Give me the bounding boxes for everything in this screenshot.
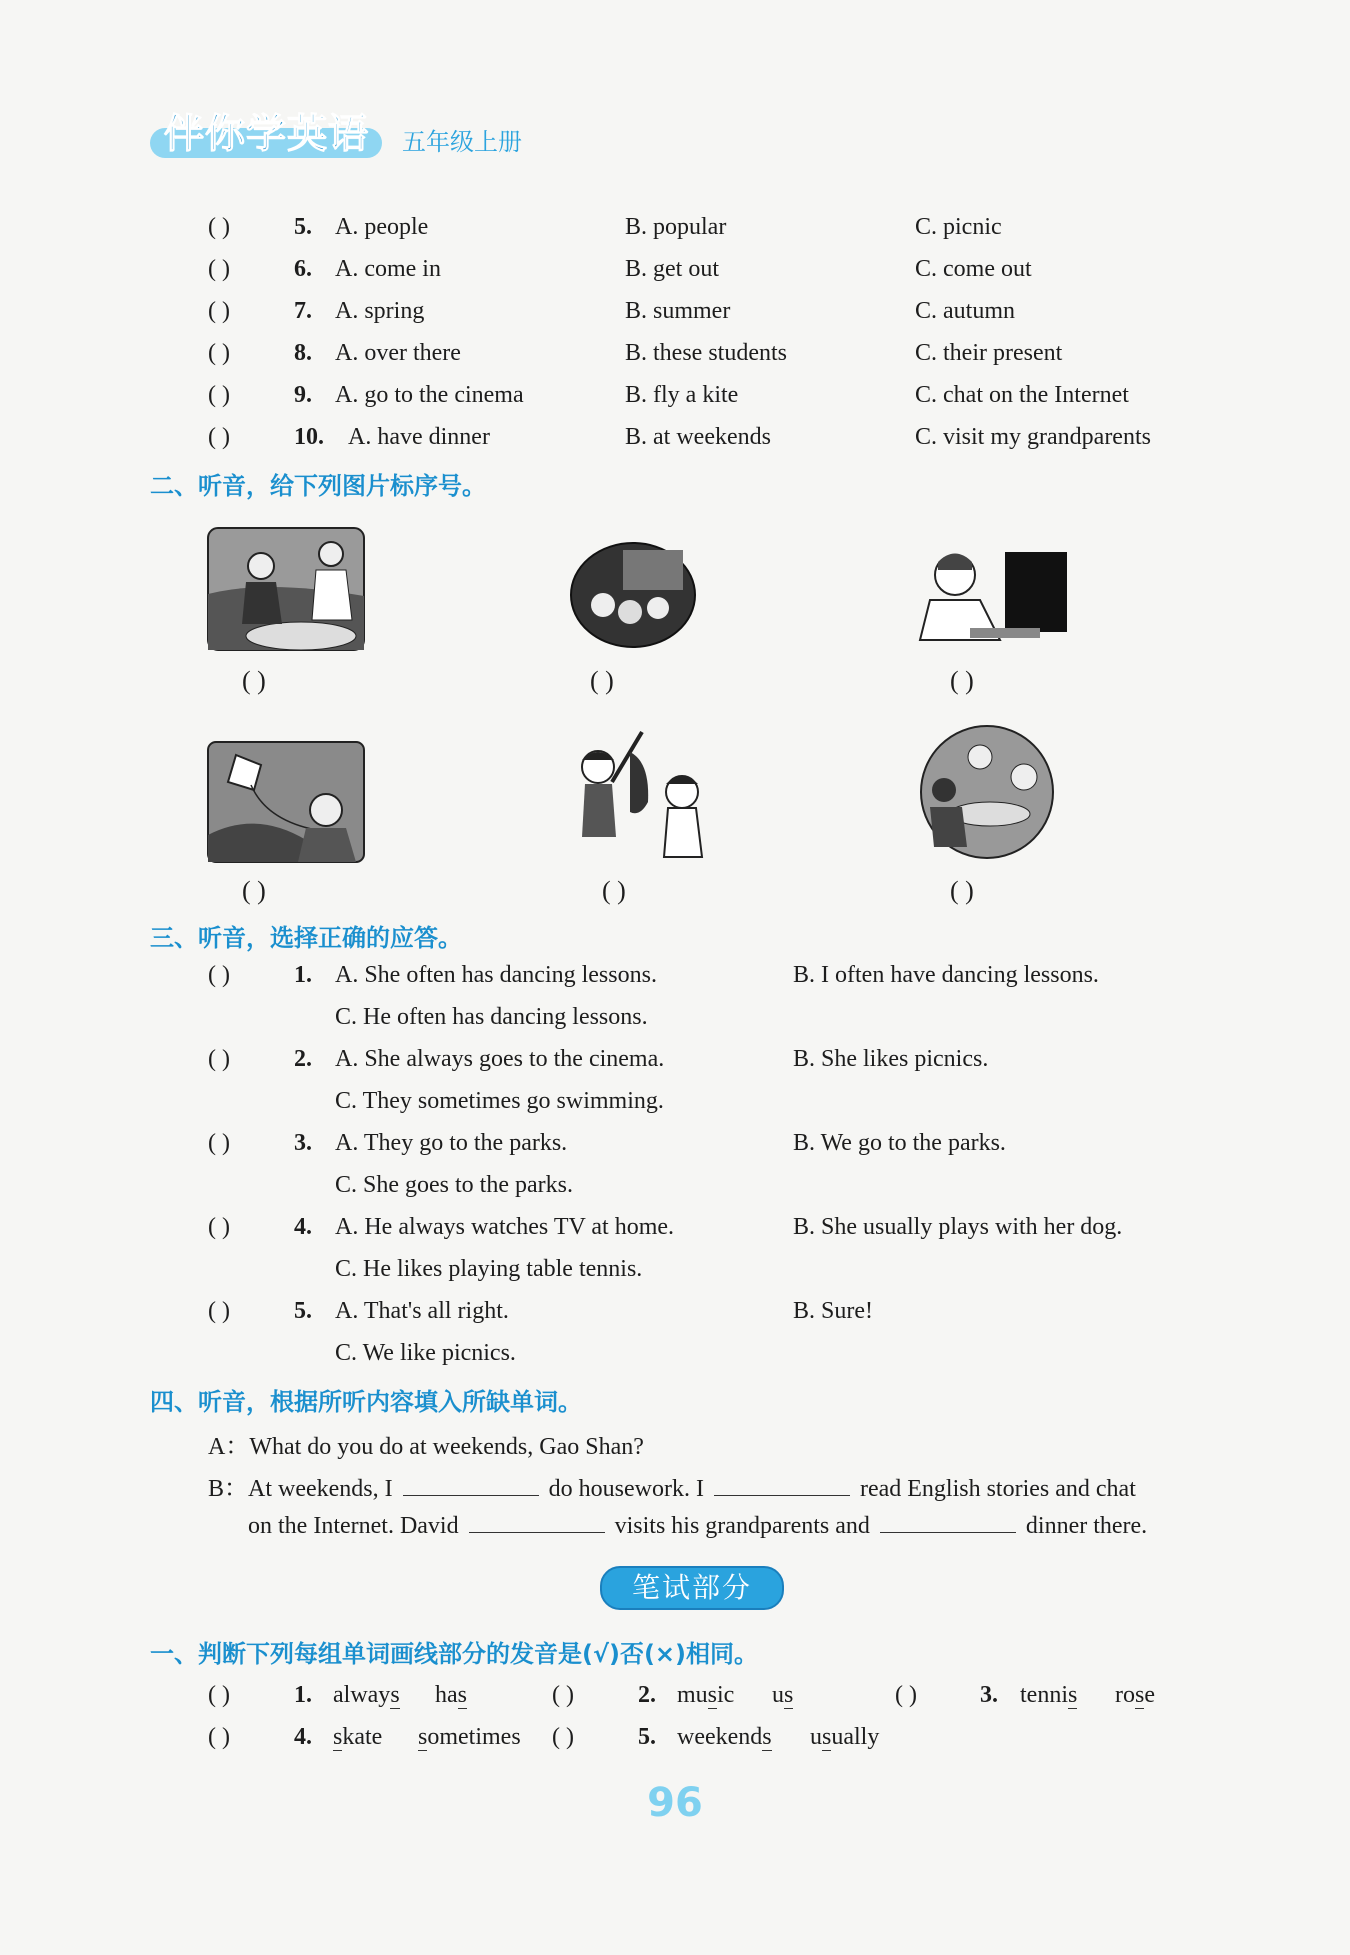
section-title: 三、听音，选择正确的应答。 <box>150 924 462 952</box>
option-c: C. picnic <box>915 214 1002 240</box>
option-c: C. autumn <box>915 298 1015 324</box>
question-number: 10. <box>294 424 324 450</box>
option-a: A. That's all right. <box>335 1298 509 1324</box>
option-b: B. We go to the parks. <box>793 1130 1006 1156</box>
picture-answer-blank[interactable]: ( ) <box>950 666 974 695</box>
option-b: B. She usually plays with her dog. <box>793 1214 1123 1240</box>
fill-blank-4[interactable] <box>880 1510 1016 1533</box>
option-c: C. They sometimes go swimming. <box>335 1088 664 1114</box>
dialogue-line-b2 <box>248 1510 1147 1540</box>
picture-answer-blank[interactable]: ( ) <box>242 666 266 695</box>
section-title: 一、判断下列每组单词画线部分的发音是(√)否(×)相同。 <box>150 1640 758 1668</box>
answer-blank[interactable]: ( ) <box>208 298 230 324</box>
word-2: sometimes <box>418 1724 521 1750</box>
kite-picture <box>206 740 366 865</box>
dialogue-line-a: A：What do you do at weekends, Gao Shan? <box>208 1434 644 1460</box>
question-number: 9. <box>294 382 312 408</box>
page-number: 96 <box>647 1780 703 1826</box>
word-2: us <box>772 1682 794 1708</box>
answer-blank[interactable]: ( ) <box>208 214 230 240</box>
question-number: 1. <box>294 962 312 988</box>
option-c: C. He often has dancing lessons. <box>335 1004 648 1030</box>
question-number: 7. <box>294 298 312 324</box>
answer-blank[interactable]: ( ) <box>208 424 230 450</box>
option-a: A. spring <box>335 298 425 324</box>
answer-blank[interactable]: ( ) <box>895 1682 917 1708</box>
dialogue-text: read English stories and chat <box>859 1476 1136 1502</box>
dialogue-text: on the Internet. David <box>248 1513 459 1539</box>
written-part-badge: 笔试部分 <box>600 1566 784 1610</box>
word-1: skate <box>333 1724 383 1750</box>
answer-blank[interactable]: ( ) <box>208 962 230 988</box>
question-number: 5. <box>294 1298 312 1324</box>
picnic-picture <box>206 524 366 654</box>
word-1: weekends <box>677 1724 772 1750</box>
option-b: B. fly a kite <box>625 382 739 408</box>
question-number: 3. <box>294 1130 312 1156</box>
answer-blank[interactable]: ( ) <box>208 340 230 366</box>
word-1: music <box>677 1682 735 1708</box>
book-title: 伴你学英语 <box>164 111 369 157</box>
answer-blank[interactable]: ( ) <box>208 1682 230 1708</box>
answer-blank[interactable]: ( ) <box>208 1214 230 1240</box>
answer-blank[interactable]: ( ) <box>208 1046 230 1072</box>
answer-blank[interactable]: ( ) <box>208 1724 230 1750</box>
cinema-picture <box>568 540 698 650</box>
option-b: B. at weekends <box>625 424 771 450</box>
book-header <box>150 104 522 166</box>
answer-blank[interactable]: ( ) <box>208 256 230 282</box>
word-2: has <box>435 1682 467 1708</box>
option-a: A. over there <box>335 340 461 366</box>
option-c: C. She goes to the parks. <box>335 1172 573 1198</box>
option-b: B. get out <box>625 256 719 282</box>
question-number: 2. <box>638 1682 656 1708</box>
dialogue-line-b1 <box>208 1468 1136 1503</box>
section-title: 四、听音，根据所听内容填入所缺单词。 <box>150 1388 582 1416</box>
dialogue-text: visits his grandparents and <box>614 1513 870 1539</box>
answer-blank[interactable]: ( ) <box>208 1130 230 1156</box>
word-2: rose <box>1115 1682 1155 1708</box>
question-number: 8. <box>294 340 312 366</box>
option-b: B. Sure! <box>793 1298 873 1324</box>
fill-blank-1[interactable] <box>403 1473 539 1496</box>
option-b: B. I often have dancing lessons. <box>793 962 1099 988</box>
answer-blank[interactable]: ( ) <box>552 1724 574 1750</box>
question-number: 2. <box>294 1046 312 1072</box>
picture-answer-blank[interactable]: ( ) <box>602 876 626 905</box>
answer-blank[interactable]: ( ) <box>208 1298 230 1324</box>
book-subtitle: 五年级上册 <box>402 128 522 156</box>
answer-blank[interactable]: ( ) <box>552 1682 574 1708</box>
question-number: 5. <box>638 1724 656 1750</box>
dialogue-text: dinner there. <box>1025 1513 1148 1539</box>
option-c: C. visit my grandparents <box>915 424 1151 450</box>
word-2: usually <box>810 1724 880 1750</box>
computer-boy-picture <box>910 540 1070 655</box>
option-b: B. these students <box>625 340 787 366</box>
word-1: tennis <box>1020 1682 1078 1708</box>
family-dinner-picture <box>912 722 1062 862</box>
option-a: A. He always watches TV at home. <box>335 1214 675 1240</box>
question-number: 6. <box>294 256 312 282</box>
picture-answer-blank[interactable]: ( ) <box>242 876 266 905</box>
option-c: C. come out <box>915 256 1032 282</box>
fill-blank-3[interactable] <box>469 1510 605 1533</box>
question-number: 5. <box>294 214 312 240</box>
word-1: always <box>333 1682 400 1708</box>
option-b: B. popular <box>625 214 727 240</box>
option-c: C. their present <box>915 340 1063 366</box>
option-a: A. come in <box>335 256 441 282</box>
picture-answer-blank[interactable]: ( ) <box>590 666 614 695</box>
girls-with-cat-picture <box>560 722 720 862</box>
question-number: 4. <box>294 1214 312 1240</box>
section-title: 二、听音，给下列图片标序号。 <box>150 472 486 500</box>
question-number: 4. <box>294 1724 312 1750</box>
option-c: C. chat on the Internet <box>915 382 1129 408</box>
question-number: 1. <box>294 1682 312 1708</box>
option-a: A. people <box>335 214 429 240</box>
option-c: C. We like picnics. <box>335 1340 516 1366</box>
dialogue-text: do housework. I <box>548 1476 704 1502</box>
option-a: A. They go to the parks. <box>335 1130 568 1156</box>
picture-answer-blank[interactable]: ( ) <box>950 876 974 905</box>
option-a: A. She always goes to the cinema. <box>335 1046 665 1072</box>
fill-blank-2[interactable] <box>714 1473 850 1496</box>
question-number: 3. <box>980 1682 998 1708</box>
option-a: A. have dinner <box>348 424 490 450</box>
option-c: C. He likes playing table tennis. <box>335 1256 643 1282</box>
answer-blank[interactable]: ( ) <box>208 382 230 408</box>
option-b: B. She likes picnics. <box>793 1046 989 1072</box>
option-a: A. go to the cinema <box>335 382 524 408</box>
dialogue-text: B：At weekends, I <box>208 1476 393 1502</box>
option-a: A. She often has dancing lessons. <box>335 962 657 988</box>
option-b: B. summer <box>625 298 731 324</box>
